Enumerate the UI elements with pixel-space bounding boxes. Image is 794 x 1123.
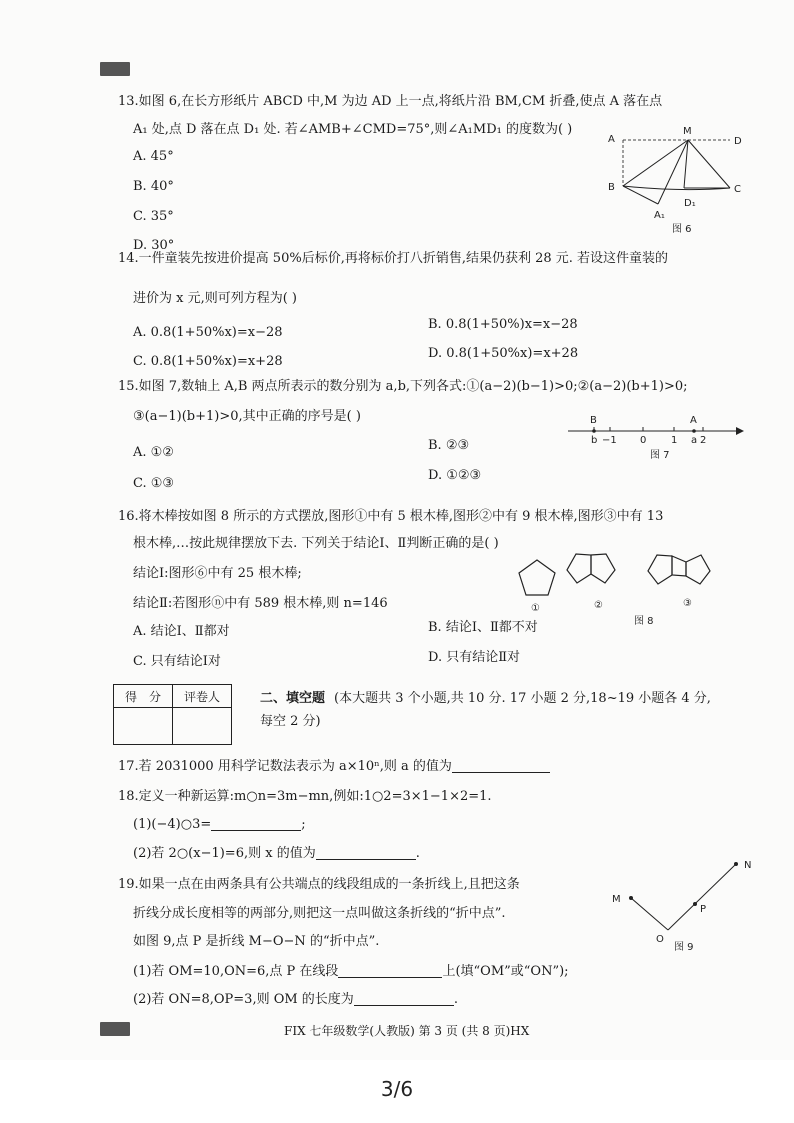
q19-part-1-text: (1)若 OM=10,ON=6,点 P 在线段	[133, 964, 339, 979]
fig8-label-3: ③	[683, 598, 692, 609]
q18-part-2-end: .	[415, 846, 420, 861]
q19-text-line2: 折线分成长度相等的两部分,则把这一点叫做这条折线的“折中点”.	[133, 906, 506, 921]
fig8-label-2: ②	[594, 600, 603, 611]
q18-part-1-text: (1)(−4)○3=	[133, 817, 212, 832]
q18-part-2-text: (2)若 2○(x−1)=6,则 x 的值为	[133, 846, 316, 861]
q15-text-line1: 15.如图 7,数轴上 A,B 两点所表示的数分别为 a,b,下列各式:①(a−2)(b−1)>0;②(a−2)(b+1)>0;	[118, 379, 688, 394]
fig7-point-a: A	[690, 415, 697, 426]
fig6-label-a1: A₁	[654, 210, 665, 221]
fig9-label-m: M	[612, 894, 621, 905]
q15-option-c: C. ①③	[133, 476, 175, 491]
q19-part-2-text: (2)若 ON=8,OP=3,则 OM 的长度为	[133, 992, 354, 1007]
fig7-tick-1: 1	[671, 435, 678, 446]
figure-6-folded-rectangle	[600, 120, 760, 236]
q18-part-1-end: ;	[301, 817, 306, 832]
figure-9-polyline	[606, 852, 762, 954]
q19-part-2-blank	[354, 1005, 454, 1006]
page-footer: FIX 七年级数学(人教版) 第 3 页 (共 8 页)HX	[284, 1024, 530, 1038]
fig9-caption: 图 9	[674, 942, 694, 953]
score-header-score: 得 分	[114, 685, 173, 708]
q16-text-line2: 根木棒,…按此规律摆放下去. 下列关于结论Ⅰ、Ⅱ判断正确的是( )	[133, 536, 499, 551]
q15-option-b: B. ②③	[428, 438, 470, 453]
q16-option-b: B. 结论Ⅰ、Ⅱ都不对	[428, 620, 538, 635]
q15-text-line2: ③(a−1)(b+1)>0,其中正确的序号是( )	[133, 409, 361, 424]
fig9-label-o: O	[656, 934, 664, 945]
fig6-label-a: A	[608, 134, 615, 145]
q16-option-a: A. 结论Ⅰ、Ⅱ都对	[133, 624, 230, 639]
fig6-label-m: M	[683, 126, 692, 137]
section-2-description-line2: 每空 2 分)	[260, 714, 321, 729]
q18-text: 18.定义一种新运算:m○n=3m−mn,例如:1○2=3×1−1×2=1.	[118, 789, 492, 804]
score-table	[113, 684, 232, 745]
fig7-tick-b: b	[591, 435, 598, 446]
fig7-tick-neg1: −1	[602, 435, 617, 446]
q13-option-b: B. 40°	[133, 179, 174, 194]
q19-part-2-end: .	[453, 992, 458, 1007]
q19-part-2	[133, 993, 458, 1006]
fig9-label-n: N	[744, 860, 752, 871]
fig7-caption: 图 7	[650, 450, 670, 461]
q13-option-d: D. 30°	[133, 238, 175, 253]
figure-7-number-line	[562, 410, 746, 462]
q16-conclusion-2: 结论Ⅱ:若图形ⓝ中有 589 根木棒,则 n=146	[133, 596, 388, 611]
q16-option-d: D. 只有结论Ⅱ对	[428, 650, 521, 665]
q14-option-b: B. 0.8(1+50%)x=x−28	[428, 317, 578, 332]
q17-text	[118, 760, 550, 773]
q18-part-1	[133, 818, 306, 831]
fig8-caption: 图 8	[634, 616, 654, 627]
q18-part-1-blank	[211, 830, 301, 831]
fig7-tick-2: 2	[700, 435, 707, 446]
q16-conclusion-1: 结论Ⅰ:图形⑥中有 25 根木棒;	[133, 566, 302, 581]
fig6-label-d1: D₁	[684, 198, 696, 209]
figure-8-pentagon-patterns	[510, 540, 750, 632]
q19-part-1-blank	[338, 977, 442, 978]
q14-option-d: D. 0.8(1+50%x)=x+28	[428, 346, 579, 361]
q19-text-line3: 如图 9,点 P 是折线 M−O−N 的“折中点”.	[133, 934, 380, 949]
q13-option-c: C. 35°	[133, 209, 174, 224]
score-header-grader: 评卷人	[173, 685, 232, 708]
fig7-point-b: B	[590, 415, 597, 426]
q15-option-d: D. ①②③	[428, 468, 482, 483]
q14-option-a: A. 0.8(1+50%x)=x−28	[133, 325, 283, 340]
q13-option-a: A. 45°	[133, 149, 174, 164]
q14-option-c: C. 0.8(1+50%x)=x+28	[133, 354, 283, 369]
registration-mark-top	[100, 62, 130, 76]
score-cell-grader	[173, 708, 232, 745]
fig9-label-p: P	[700, 904, 707, 915]
fig7-tick-0: 0	[640, 435, 647, 446]
q17-question: 17.若 2031000 用科学记数法表示为 a×10ⁿ,则 a 的值为	[118, 759, 452, 774]
registration-mark-bottom	[100, 1022, 130, 1036]
q17-answer-blank	[452, 772, 550, 773]
q14-text-line1: 14.一件童装先按进价提高 50%后标价,再将标价打八折销售,结果仍获利 28 元. 若设这件童装的	[118, 251, 669, 266]
q13-text-line2: A₁ 处,点 D 落在点 D₁ 处. 若∠AMB+∠CMD=75°,则∠A₁MD₁ 的度数为( )	[133, 122, 573, 137]
q15-option-a: A. ①②	[133, 445, 174, 460]
q19-part-1-end: 上(填“OM”或“ON”);	[442, 964, 569, 979]
q18-part-2-blank	[316, 859, 416, 860]
q16-text-line1: 16.将木棒按如图 8 所示的方式摆放,图形①中有 5 根木棒,图形②中有 9 根木棒,图形③中有 13	[118, 509, 664, 524]
fig7-tick-a: a	[691, 435, 698, 446]
score-cell-score	[114, 708, 173, 745]
fig6-label-c: C	[734, 184, 741, 195]
fig6-caption: 图 6	[672, 224, 692, 235]
q13-text-line1: 13.如图 6,在长方形纸片 ABCD 中,M 为边 AD 上一点,将纸片沿 BM,CM 折叠,使点 A 落在点	[118, 94, 663, 109]
q14-text-line2: 进价为 x 元,则可列方程为( )	[133, 291, 298, 306]
section-2-description-line1: (本大题共 3 个小题,共 10 分. 17 小题 2 分,18~19 小题各 4 分,	[334, 691, 711, 706]
q19-text-line1: 19.如果一点在由两条具有公共端点的线段组成的一条折线上,且把这条	[118, 877, 520, 892]
fig6-label-b: B	[608, 182, 615, 193]
section-2-title: 二、填空题	[260, 691, 326, 706]
q18-part-2	[133, 847, 420, 860]
page-indicator: 3/6	[380, 1077, 414, 1101]
q16-option-c: C. 只有结论Ⅰ对	[133, 654, 221, 669]
fig8-label-1: ①	[531, 603, 540, 614]
fig6-label-d: D	[734, 136, 742, 147]
q19-part-1	[133, 965, 569, 978]
